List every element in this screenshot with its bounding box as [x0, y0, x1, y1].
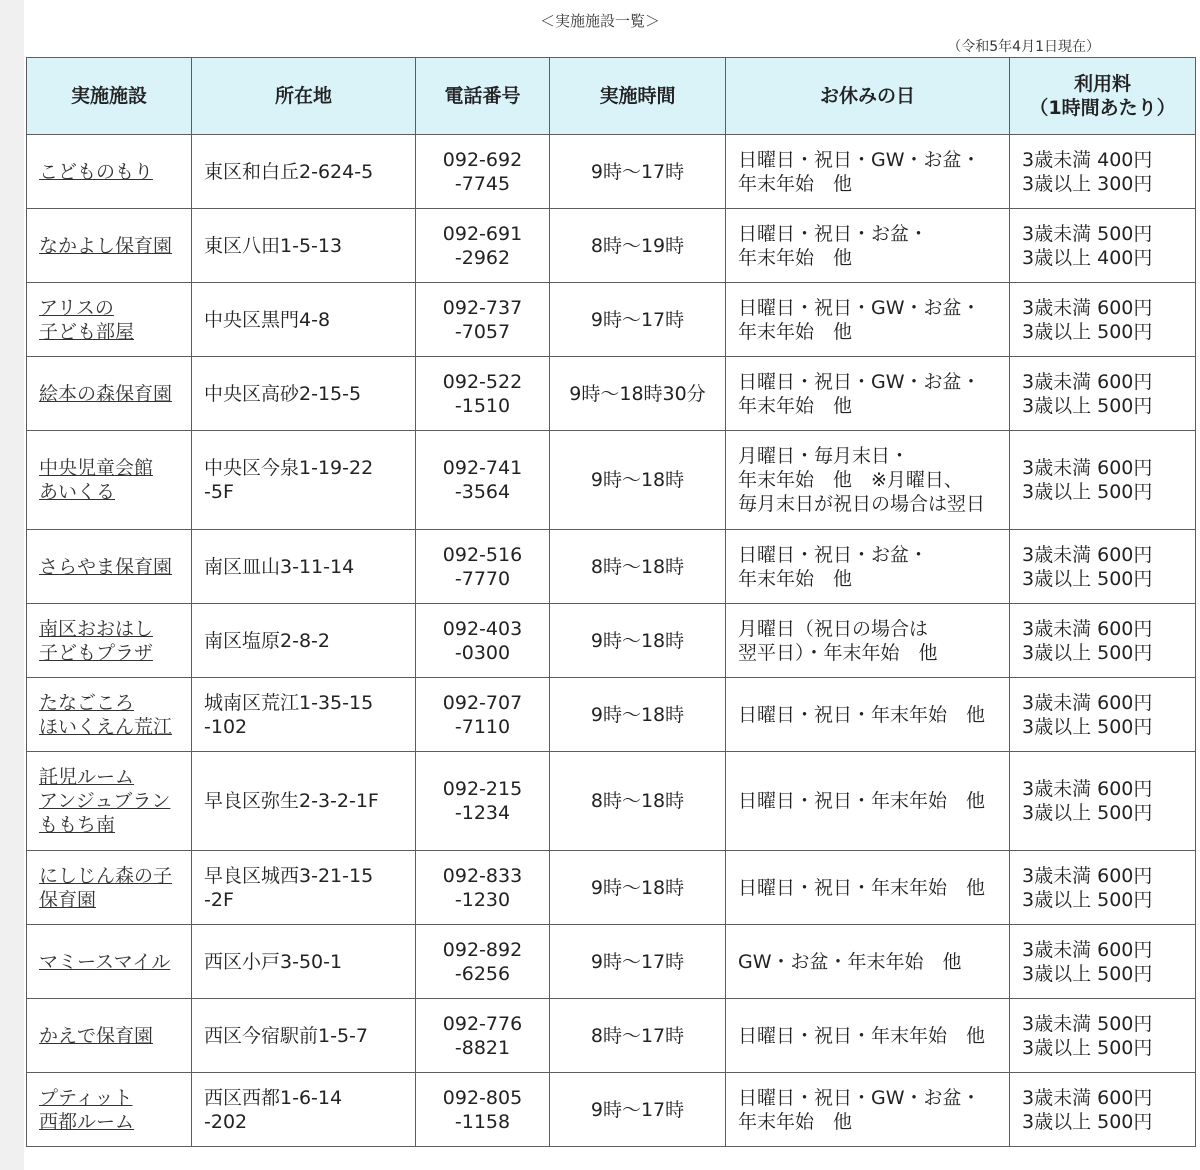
phone-cell: 092-403 -0300	[416, 604, 550, 678]
facility-link[interactable]: にしじん森の子 保育園	[39, 864, 173, 911]
hours-cell: 9時～18時	[550, 678, 726, 752]
fee-cell: 3歳未満 600円 3歳以上 500円	[1010, 530, 1196, 604]
closed-days-cell: 日曜日・祝日・年末年始 他	[726, 678, 1010, 752]
phone-cell: 092-522 -1510	[416, 357, 550, 431]
hours-cell: 8時～19時	[550, 209, 726, 283]
facility-cell	[27, 357, 192, 431]
closed-days-cell: 日曜日・祝日・GW・お盆・ 年末年始 他	[726, 283, 1010, 357]
hours-cell: 9時～18時	[550, 851, 726, 925]
header-fee: 利用料 （1時間あたり）	[1010, 58, 1196, 135]
facility-cell	[27, 925, 192, 999]
closed-days-cell: 日曜日・祝日・GW・お盆・ 年末年始 他	[726, 135, 1010, 209]
facility-cell	[27, 209, 192, 283]
fee-cell: 3歳未満 600円 3歳以上 500円	[1010, 851, 1196, 925]
hours-cell: 9時～17時	[550, 1073, 726, 1147]
facility-cell	[27, 135, 192, 209]
table-row	[27, 851, 1196, 925]
table-row	[27, 530, 1196, 604]
closed-days-cell: 日曜日・祝日・お盆・ 年末年始 他	[726, 209, 1010, 283]
table-row	[27, 999, 1196, 1073]
facility-link[interactable]: 絵本の森保育園	[39, 382, 173, 405]
address-cell: 西区小戸3-50-1	[192, 925, 416, 999]
fee-cell: 3歳未満 600円 3歳以上 500円	[1010, 283, 1196, 357]
table-row	[27, 431, 1196, 530]
fee-cell: 3歳未満 500円 3歳以上 500円	[1010, 999, 1196, 1073]
facility-cell	[27, 752, 192, 851]
fee-cell: 3歳未満 600円 3歳以上 500円	[1010, 925, 1196, 999]
fee-cell: 3歳未満 600円 3歳以上 500円	[1010, 431, 1196, 530]
left-margin-bar	[0, 0, 24, 1170]
phone-cell: 092-737 -7057	[416, 283, 550, 357]
address-cell: 東区和白丘2-624-5	[192, 135, 416, 209]
phone-cell: 092-805 -1158	[416, 1073, 550, 1147]
facility-cell	[27, 678, 192, 752]
header-phone: 電話番号	[416, 58, 550, 135]
address-cell: 東区八田1-5-13	[192, 209, 416, 283]
hours-cell: 9時～17時	[550, 135, 726, 209]
facility-link[interactable]: 託児ルーム アンジュブラン ももち南	[39, 766, 171, 836]
hours-cell: 8時～18時	[550, 752, 726, 851]
facility-link[interactable]: 南区おおはし 子どもプラザ	[39, 617, 154, 664]
table-row	[27, 752, 1196, 851]
table-row	[27, 357, 1196, 431]
fee-cell: 3歳未満 600円 3歳以上 500円	[1010, 752, 1196, 851]
header-address: 所在地	[192, 58, 416, 135]
address-cell: 早良区弥生2-3-2-1F	[192, 752, 416, 851]
address-cell: 西区西都1-6-14 -202	[192, 1073, 416, 1147]
facility-link[interactable]: プティット 西都ルーム	[39, 1086, 135, 1133]
hours-cell: 9時～18時	[550, 604, 726, 678]
facility-cell	[27, 999, 192, 1073]
closed-days-cell: 日曜日・祝日・GW・お盆・ 年末年始 他	[726, 357, 1010, 431]
phone-cell: 092-215 -1234	[416, 752, 550, 851]
as-of-date: （令和5年4月1日現在）	[947, 39, 1100, 55]
fee-cell: 3歳未満 600円 3歳以上 500円	[1010, 357, 1196, 431]
facility-cell	[27, 431, 192, 530]
table-caption: ＜実施施設一覧＞	[539, 12, 660, 30]
facility-link[interactable]: たなごころ ほいくえん荒江	[39, 691, 173, 738]
facility-link[interactable]: アリスの 子ども部屋	[39, 296, 135, 343]
address-cell: 中央区今泉1-19-22 -5F	[192, 431, 416, 530]
phone-cell: 092-833 -1230	[416, 851, 550, 925]
fee-cell: 3歳未満 600円 3歳以上 500円	[1010, 604, 1196, 678]
address-cell: 中央区黒門4-8	[192, 283, 416, 357]
facility-link[interactable]: 中央児童会館 あいくる	[39, 457, 154, 503]
facility-link[interactable]: かえで保育園	[39, 1024, 154, 1047]
closed-days-cell: 日曜日・祝日・お盆・ 年末年始 他	[726, 530, 1010, 604]
facility-cell	[27, 604, 192, 678]
hours-cell: 8時～18時	[550, 530, 726, 604]
phone-cell: 092-741 -3564	[416, 431, 550, 530]
phone-cell: 092-516 -7770	[416, 530, 550, 604]
facility-table	[26, 57, 1196, 1147]
hours-cell: 9時～18時	[550, 431, 726, 530]
fee-cell: 3歳未満 400円 3歳以上 300円	[1010, 135, 1196, 209]
hours-cell: 9時～18時30分	[550, 357, 726, 431]
table-row	[27, 925, 1196, 999]
table-row	[27, 283, 1196, 357]
header-row	[27, 58, 1196, 135]
phone-cell: 092-892 -6256	[416, 925, 550, 999]
phone-cell: 092-776 -8821	[416, 999, 550, 1073]
hours-cell: 9時～17時	[550, 925, 726, 999]
closed-days-cell: 日曜日・祝日・年末年始 他	[726, 851, 1010, 925]
fee-cell: 3歳未満 600円 3歳以上 500円	[1010, 678, 1196, 752]
address-cell: 城南区荒江1-35-15 -102	[192, 678, 416, 752]
phone-cell: 092-692 -7745	[416, 135, 550, 209]
hours-cell: 8時～17時	[550, 999, 726, 1073]
table-row	[27, 1073, 1196, 1147]
closed-days-cell: 日曜日・祝日・GW・お盆・ 年末年始 他	[726, 1073, 1010, 1147]
facility-link[interactable]: さらやま保育園	[39, 555, 173, 578]
address-cell: 中央区高砂2-15-5	[192, 357, 416, 431]
phone-cell: 092-691 -2962	[416, 209, 550, 283]
header-hours: 実施時間	[550, 58, 726, 135]
facility-link[interactable]: マミースマイル	[39, 950, 171, 973]
facility-cell	[27, 530, 192, 604]
fee-cell: 3歳未満 600円 3歳以上 500円	[1010, 1073, 1196, 1147]
address-cell: 西区今宿駅前1-5-7	[192, 999, 416, 1073]
closed-days-cell: 月曜日（祝日の場合は 翌平日）・年末年始 他	[726, 604, 1010, 678]
table-row	[27, 604, 1196, 678]
address-cell: 南区塩原2-8-2	[192, 604, 416, 678]
table-row	[27, 135, 1196, 209]
fee-cell: 3歳未満 500円 3歳以上 400円	[1010, 209, 1196, 283]
facility-link[interactable]: なかよし保育園	[39, 234, 173, 257]
phone-cell: 092-707 -7110	[416, 678, 550, 752]
facility-cell	[27, 1073, 192, 1147]
closed-days-cell: 月曜日・毎月末日・ 年末年始 他 ※月曜日、 毎月末日が祝日の場合は翌日	[726, 431, 1010, 530]
closed-days-cell: GW・お盆・年末年始 他	[726, 925, 1010, 999]
facility-cell	[27, 851, 192, 925]
hours-cell: 9時～17時	[550, 283, 726, 357]
address-cell: 早良区城西3-21-15 -2F	[192, 851, 416, 925]
closed-days-cell: 日曜日・祝日・年末年始 他	[726, 752, 1010, 851]
closed-days-cell: 日曜日・祝日・年末年始 他	[726, 999, 1010, 1073]
facility-cell	[27, 283, 192, 357]
table-row	[27, 678, 1196, 752]
header-facility: 実施施設	[27, 58, 192, 135]
header-closed-days: お休みの日	[726, 58, 1010, 135]
address-cell: 南区皿山3-11-14	[192, 530, 416, 604]
facility-link[interactable]: こどものもり	[39, 160, 154, 183]
table-row	[27, 209, 1196, 283]
